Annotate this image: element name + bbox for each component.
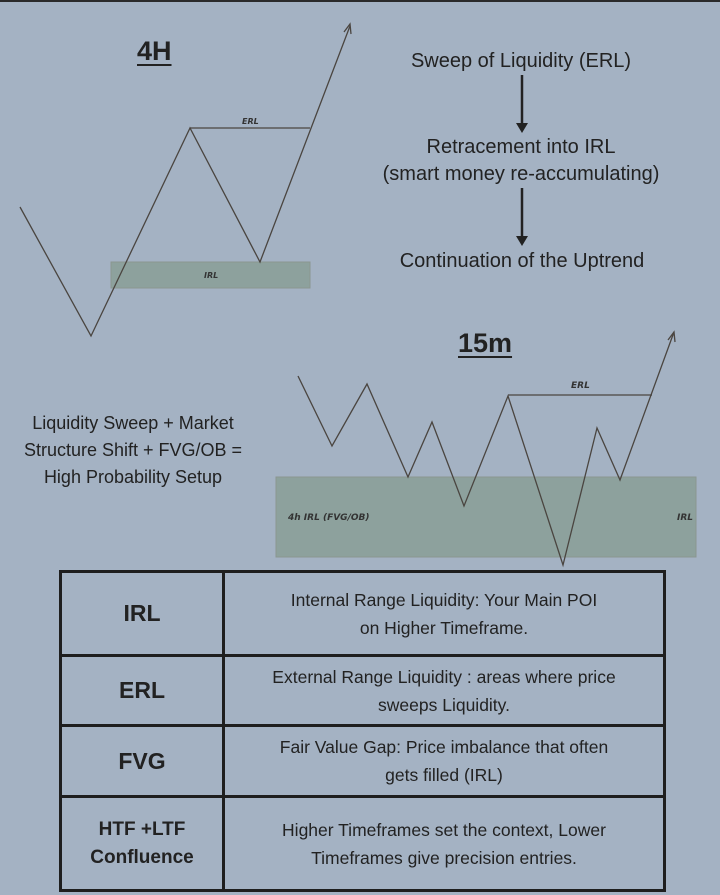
erl-label-4h: ERL [242,117,259,126]
table-row [61,797,665,891]
flow-step-2 [362,134,680,188]
table-row [61,656,665,726]
desc-line-2: gets filled (IRL) [385,765,503,785]
term-line-2: Confluence [90,846,194,868]
zone-label-right-15m: IRL [677,513,694,523]
term-cell [61,797,224,891]
formula-line-1: Liquidity Sweep + Market [32,413,234,433]
flow-step-3: Continuation of the Uptrend [399,250,645,272]
desc-line-1: External Range Liquidity : areas where price [272,666,616,687]
definitions-table [59,570,666,892]
flow-step-1: Sweep of Liquidity (ERL) [410,50,632,72]
formula-line-3: High Probability Setup [43,467,223,487]
desc-line-1: Fair Value Gap: Price imbalance that often [279,737,609,757]
term-line-1: HTF +LTF [98,818,186,840]
flow-step-2-line2: (smart money re-accumulating) [382,163,660,185]
desc-cell [224,656,665,726]
term-cell: IRL [61,572,224,656]
chart-15m [270,325,710,570]
desc-line-1: Internal Range Liquidity: Your Main POI [290,589,598,610]
desc-cell [224,572,665,656]
table-row [61,572,665,656]
table-row [61,726,665,797]
flow-arrow-1 [514,75,530,137]
chart-4h [0,0,370,345]
flow-arrow-2 [514,188,530,250]
desc-cell [224,797,665,891]
zone-label-left-15m: 4h IRL (FVG/OB) [288,513,370,523]
formula-line-2: Structure Shift + FVG/OB = [23,440,243,460]
irl-label-4h: IRL [204,271,219,280]
desc-cell [224,726,665,797]
desc-line-2: Timeframes give precision entries. [311,847,577,868]
desc-line-2: on Higher Timeframe. [359,617,529,638]
setup-formula [8,410,258,491]
flow-step-2-line1: Retracement into IRL [426,136,616,158]
title-15m: 15m [458,328,513,358]
erl-label-15m: ERL [571,381,590,391]
term-cell: FVG [61,726,224,797]
desc-line-1: Higher Timeframes set the context, Lower [282,819,606,840]
term-cell: ERL [61,656,224,726]
title-4h: 4H [137,36,172,66]
price-path-4h [20,26,350,336]
desc-line-2: sweeps Liquidity. [378,694,510,715]
